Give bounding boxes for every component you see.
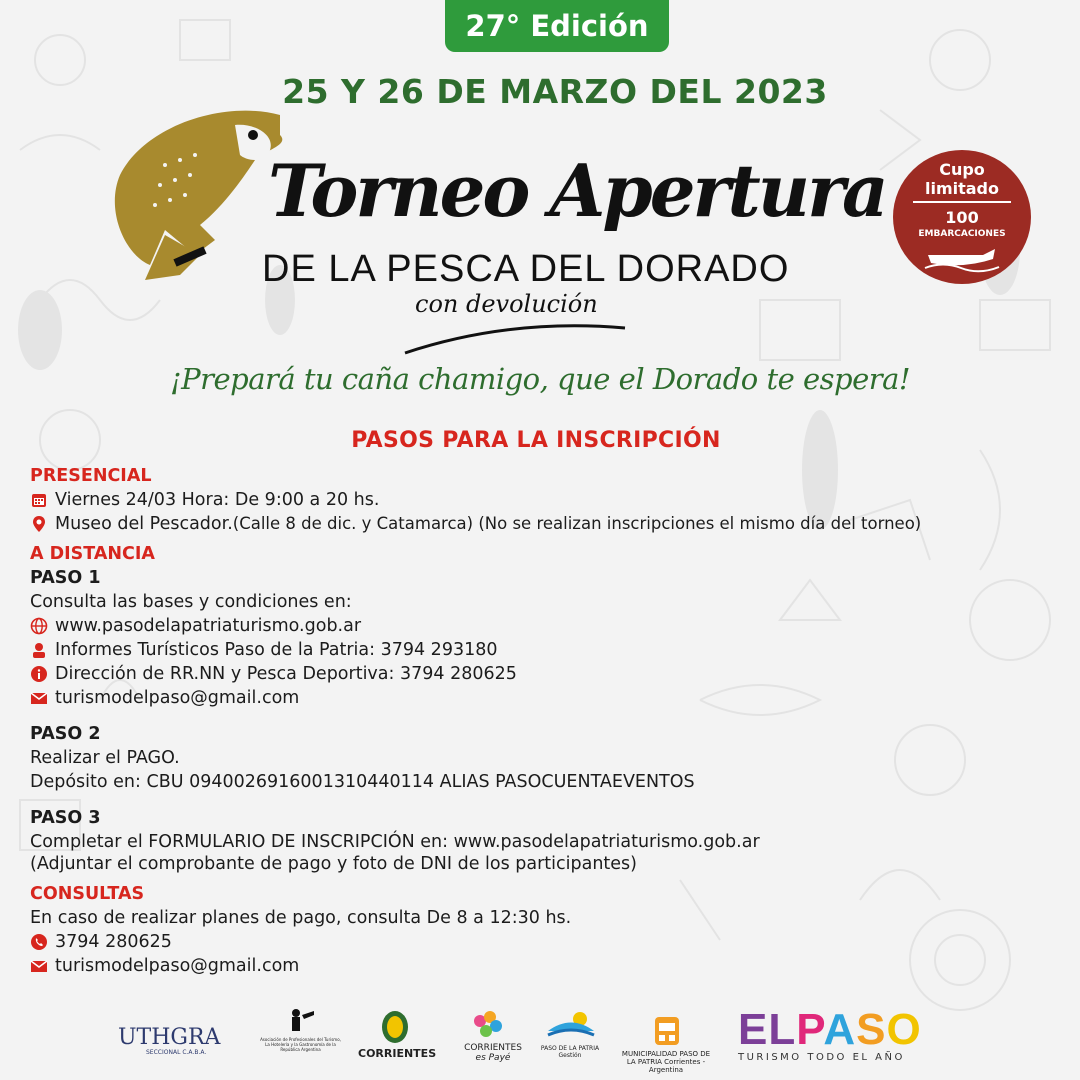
consultas-email [30,954,1070,978]
uthgra-subtitle: SECCIONAL C.A.B.A. [146,1049,207,1056]
mail-icon [30,689,48,707]
paso2-line1: Realizar el PAGO. [30,748,180,768]
paso1-direccion [30,662,1070,686]
paso3-title: PASO 3 [30,808,101,828]
municipalidad-logo: MUNICIPALIDAD PASO DE LA PATRIA Corrientes - Argentina [621,1050,711,1074]
corrientes-paye-icon [468,1009,508,1039]
asociacion-text: Asociación de Profesionales del Turismo, La Hotelería y la Gastronomía de la República Argentina [260,1037,341,1052]
distancia-label: A DISTANCIA [30,544,155,564]
paso2-title: PASO 2 [30,724,101,744]
corrientes-paye-line2: es Payé [475,1053,511,1063]
paso3-line1: Completar el FORMULARIO DE INSCRIPCIÓN en: www.pasodelapatriaturismo.gob.ar [30,832,760,852]
asociacion-logo-icon [258,1007,343,1035]
place-name: Museo del Pescador. [55,514,233,534]
corrientes-logo: CORRIENTES [358,1047,437,1060]
mail-icon [30,957,48,975]
info-desk-icon [30,641,48,659]
slogan: ¡Prepará tu caña chamigo, que el Dorado te espera! [169,362,911,396]
corrientes-paye-logo [463,1043,523,1063]
paso-gestion-logo: PASO DE LA PATRIA Gestión [540,1045,600,1059]
info-icon [30,665,48,683]
calendar-icon [30,491,48,509]
paso1-informes [30,638,1070,662]
presencial-label: PRESENCIAL [30,466,152,486]
presencial-place [30,512,1070,536]
inscription-steps [30,464,1070,978]
whatsapp-icon [30,933,48,951]
elpaso-tagline: TURISMO TODO EL AÑO [738,1052,905,1063]
corrientes-shield-icon [380,1009,410,1045]
schedule-text: Viernes 24/03 Hora: De 9:00 a 20 hs. [55,490,380,510]
paso3-line2: (Adjuntar el comprobante de pago y foto de DNI de los participantes) [30,854,638,874]
cupo-number: 100 [945,208,979,227]
title-devolucion: con devolución [415,290,598,318]
boat-icon [923,243,1001,273]
paso-gestion-icon [546,1009,596,1043]
paso1-informes-text: Informes Turísticos Paso de la Patria: 3794 293180 [55,640,498,660]
paso1-web [30,614,1070,638]
sponsor-logos [118,1005,968,1075]
cupo-unit: EMBARCACIONES [918,229,1006,239]
consultas-email-text: turismodelpaso@gmail.com [55,956,300,976]
cupo-line2: limitado [924,179,999,198]
presencial-schedule [30,488,1070,512]
location-pin-icon [30,515,48,533]
title-subtitle: DE LA PESCA DEL DORADO [262,248,790,290]
uthgra-logo: UTHGRA [118,1025,221,1050]
place-detail: (Calle 8 de dic. y Catamarca) (No se realizan inscripciones el mismo día del torneo) [232,514,922,533]
cupo-limitado-badge [893,150,1031,284]
paso1-title: PASO 1 [30,568,101,588]
consultas-phone [30,930,1070,954]
elpaso-logo: ELPASO [738,1005,922,1054]
inscription-heading: PASOS PARA LA INSCRIPCIÓN [351,428,721,453]
paso2-line2: Depósito en: CBU 0940026916001310440114 ALIAS PASOCUENTAEVENTOS [30,772,695,792]
title-swoosh [400,318,630,358]
globe-icon [30,617,48,635]
cupo-line1: Cupo [939,160,985,179]
consultas-text: En caso de realizar planes de pago, consulta De 8 a 12:30 hs. [30,908,572,928]
consultas-phone-text: 3794 280625 [55,932,172,952]
cupo-divider [913,201,1011,203]
edition-badge: 27° Edición [445,0,669,52]
title-torneo-apertura: Torneo Apertura [268,148,886,233]
paso1-email-text: turismodelpaso@gmail.com [55,688,300,708]
consultas-label: CONSULTAS [30,884,145,904]
municipalidad-building-icon [651,1009,683,1049]
paso1-direccion-text: Dirección de RR.NN y Pesca Deportiva: 3794 280625 [55,664,517,684]
corrientes-paye-line1: CORRIENTES [464,1043,522,1053]
event-date: 25 Y 26 DE MARZO DEL 2023 [282,72,828,111]
paso1-email [30,686,1070,710]
paso1-web-text: www.pasodelapatriaturismo.gob.ar [55,616,362,636]
paso1-intro: Consulta las bases y condiciones en: [30,592,352,612]
cupo-label [893,160,1031,198]
